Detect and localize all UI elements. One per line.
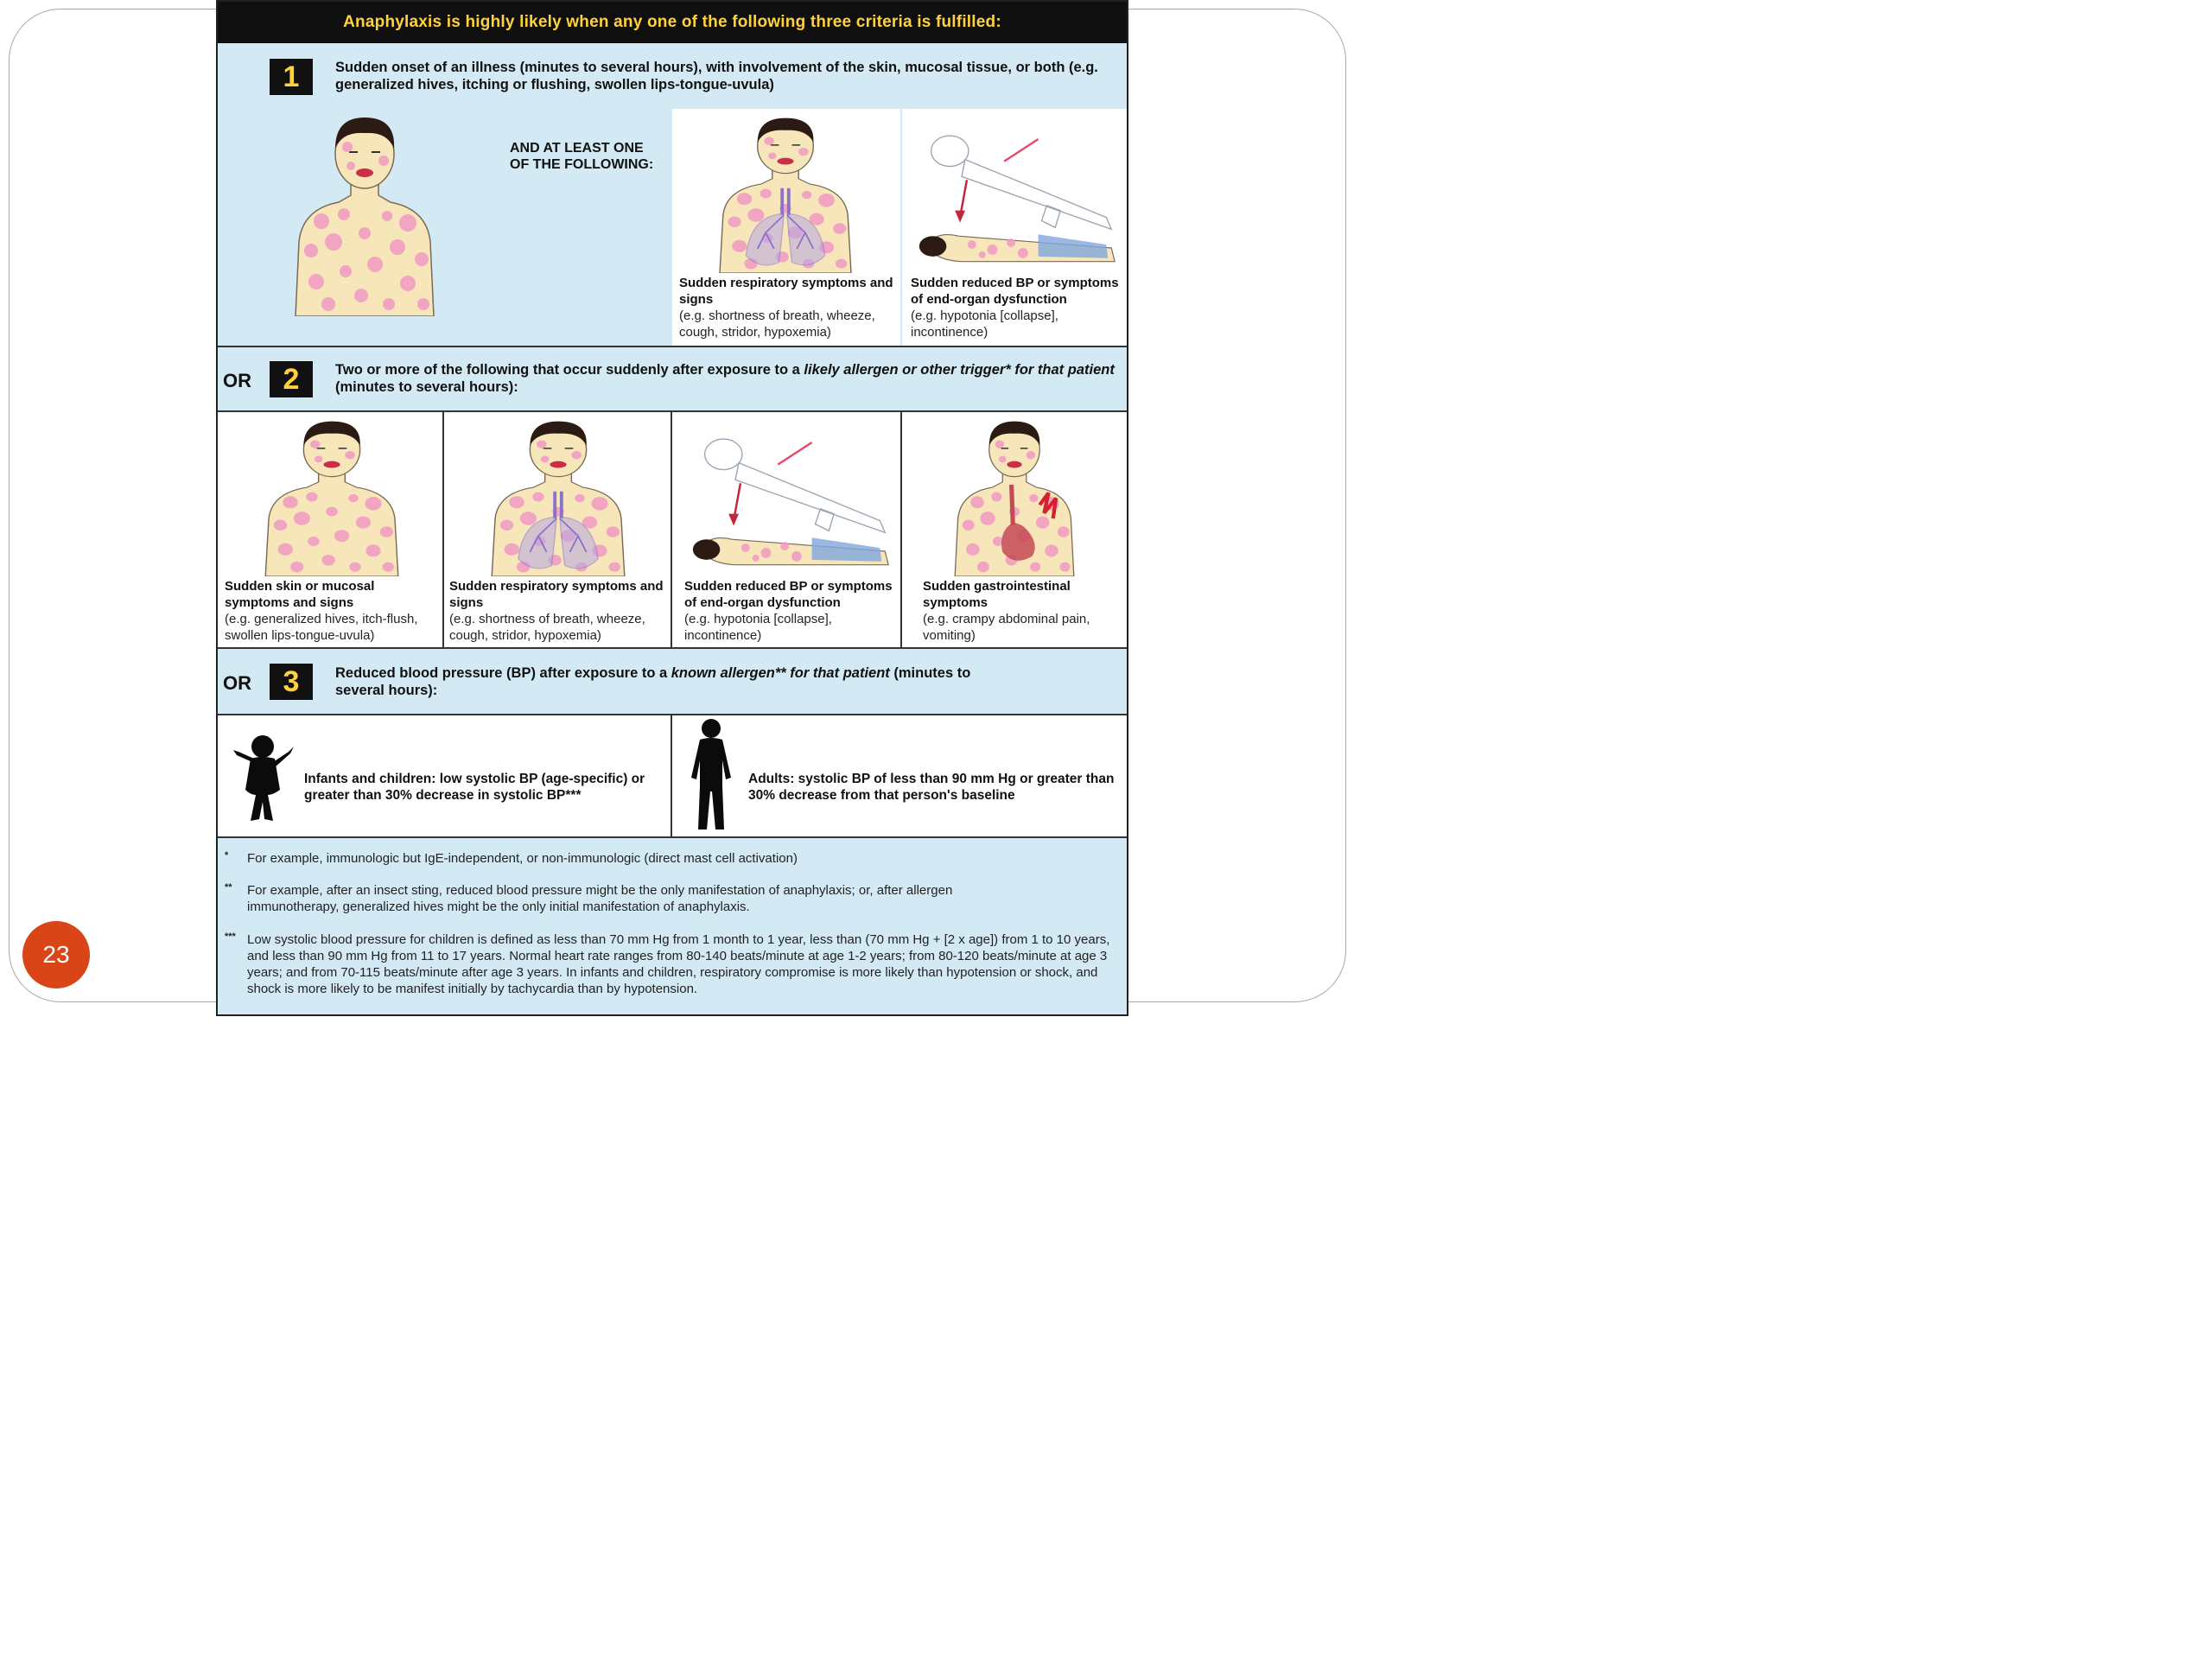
criterion-2-text-italic: likely allergen or other trigger* for that patient — [804, 362, 1115, 378]
criterion-2-panel-respiratory — [444, 412, 671, 647]
criterion-2-panel-skin — [218, 412, 442, 647]
panel-text — [225, 578, 441, 644]
lungs-figure-icon — [703, 114, 868, 273]
footnote-marker: ** — [225, 882, 232, 893]
panel-title: Sudden skin or mucosal symptoms and signs — [225, 579, 375, 610]
criterion-1-text: Sudden onset of an illness (minutes to several hours), with involvement of the skin, mucosal tissue, or both (e.g. generalized hives, itching or flushing, swollen lips-tongue-uvula) — [335, 60, 1098, 92]
criterion-3-text-italic: known allergen** for that patient — [671, 665, 890, 681]
infant-silhouette-icon — [228, 733, 297, 826]
criterion-3-infants-panel — [218, 715, 671, 836]
footnote-marker: * — [225, 850, 229, 861]
adults-text: Adults: systolic BP of less than 90 mm Hg or greater than 30% decrease from that person's baseline — [748, 772, 1115, 803]
and-at-least-line-2: OF THE FOLLOWING: — [510, 157, 654, 172]
panel-text — [679, 275, 897, 340]
person-with-hives-icon — [278, 112, 451, 316]
panel-text — [449, 578, 671, 644]
criterion-2-text-after: (minutes to several hours): — [335, 379, 518, 395]
criterion-2-or: OR — [223, 370, 251, 391]
stomach-figure-icon — [940, 417, 1089, 576]
collapse-figure-icon — [911, 116, 1123, 271]
title-banner: Anaphylaxis is highly likely when any one of the following three criteria is fulfilled: — [218, 2, 1127, 43]
criterion-2-panel-gastrointestinal — [902, 412, 1128, 647]
criterion-3-adults-panel — [672, 715, 1128, 836]
footnote-text: For example, after an insect sting, reduced blood pressure might be the only manifestation of anaphylaxis; or, after allergen immunotherapy, generalized hives might be the only initial manifestation of anaphylaxis. — [247, 883, 953, 914]
footnote-2 — [225, 882, 968, 915]
and-at-least-line-1: AND AT LEAST ONE — [510, 141, 644, 156]
footnote-marker: *** — [225, 931, 236, 942]
panel-title: Sudden respiratory symptoms and signs — [449, 579, 664, 610]
footnote-text: Low systolic blood pressure for children is defined as less than 70 mm Hg from 1 month to 1 year, less than (70 mm Hg + [2 x age]) from 1 to 10 years, and less than 90 mm Hg from 11 to 17 years. Normal heart rate ranges from 80-140 beats/minute at age 1-2 years; from 80-120 beats/minute at age 3 years; and from 70-115 beats/minute after age 3 years. In infants and children, respiratory compromise is more likely than hypotension or shock, and shock is more likely to be manifest initially by tachycardia than by hypotension. — [247, 932, 1110, 996]
criterion-1-panel-reduced-bp — [902, 109, 1128, 346]
panel-text — [923, 578, 1122, 644]
criterion-2-panel-reduced-bp — [672, 412, 900, 647]
person-with-hives-icon — [249, 417, 415, 576]
panel-detail: (e.g. crampy abdominal pain, vomiting) — [923, 612, 1090, 643]
panel-detail: (e.g. shortness of breath, wheeze, cough, stridor, hypoxemia) — [449, 612, 645, 643]
panel-title: Sudden reduced BP or symptoms of end-organ dysfunction — [911, 276, 1119, 307]
criterion-3-or: OR — [223, 672, 251, 694]
criterion-3-text-before: Reduced blood pressure (BP) after exposure to a — [335, 665, 671, 681]
panel-detail: (e.g. generalized hives, itch-flush, swollen lips-tongue-uvula) — [225, 612, 418, 643]
divider — [218, 836, 1127, 838]
adult-silhouette-icon — [681, 717, 741, 833]
criterion-1-number: 1 — [270, 59, 313, 95]
panel-detail: (e.g. hypotonia [collapse], incontinence) — [911, 308, 1058, 340]
panel-detail: (e.g. hypotonia [collapse], incontinence) — [684, 612, 832, 643]
collapse-figure-icon — [684, 419, 897, 575]
divider — [218, 346, 1127, 347]
footnote-3 — [225, 931, 1128, 997]
criterion-1-panel-respiratory — [672, 109, 900, 346]
criterion-2-text-before: Two or more of the following that occur suddenly after exposure to a — [335, 362, 804, 378]
and-at-least-one-label — [510, 140, 653, 173]
panel-text — [684, 578, 899, 644]
panel-detail: (e.g. shortness of breath, wheeze, cough, stridor, hypoxemia) — [679, 308, 875, 340]
criterion-3-text — [335, 664, 1009, 699]
anaphylaxis-criteria-chart — [216, 0, 1128, 1016]
criterion-2-number: 2 — [270, 361, 313, 397]
criterion-3-number: 3 — [270, 664, 313, 700]
lungs-figure-icon — [475, 417, 641, 576]
page-number-badge: 23 — [22, 921, 90, 988]
panel-title: Sudden reduced BP or symptoms of end-organ dysfunction — [684, 579, 893, 610]
criterion-2-text — [335, 361, 1122, 396]
footnote-1 — [225, 850, 1123, 867]
footnote-text: For example, immunologic but IgE-independent, or non-immunologic (direct mast cell activation) — [247, 851, 798, 866]
criterion-3-text-after: (minutes to several hours): — [335, 665, 971, 698]
infants-text: Infants and children: low systolic BP (age-specific) or greater than 30% decrease in systolic BP*** — [304, 772, 645, 803]
panel-text — [911, 275, 1125, 340]
panel-title: Sudden respiratory symptoms and signs — [679, 276, 893, 307]
divider — [218, 647, 1127, 649]
panel-title: Sudden gastrointestinal symptoms — [923, 579, 1071, 610]
